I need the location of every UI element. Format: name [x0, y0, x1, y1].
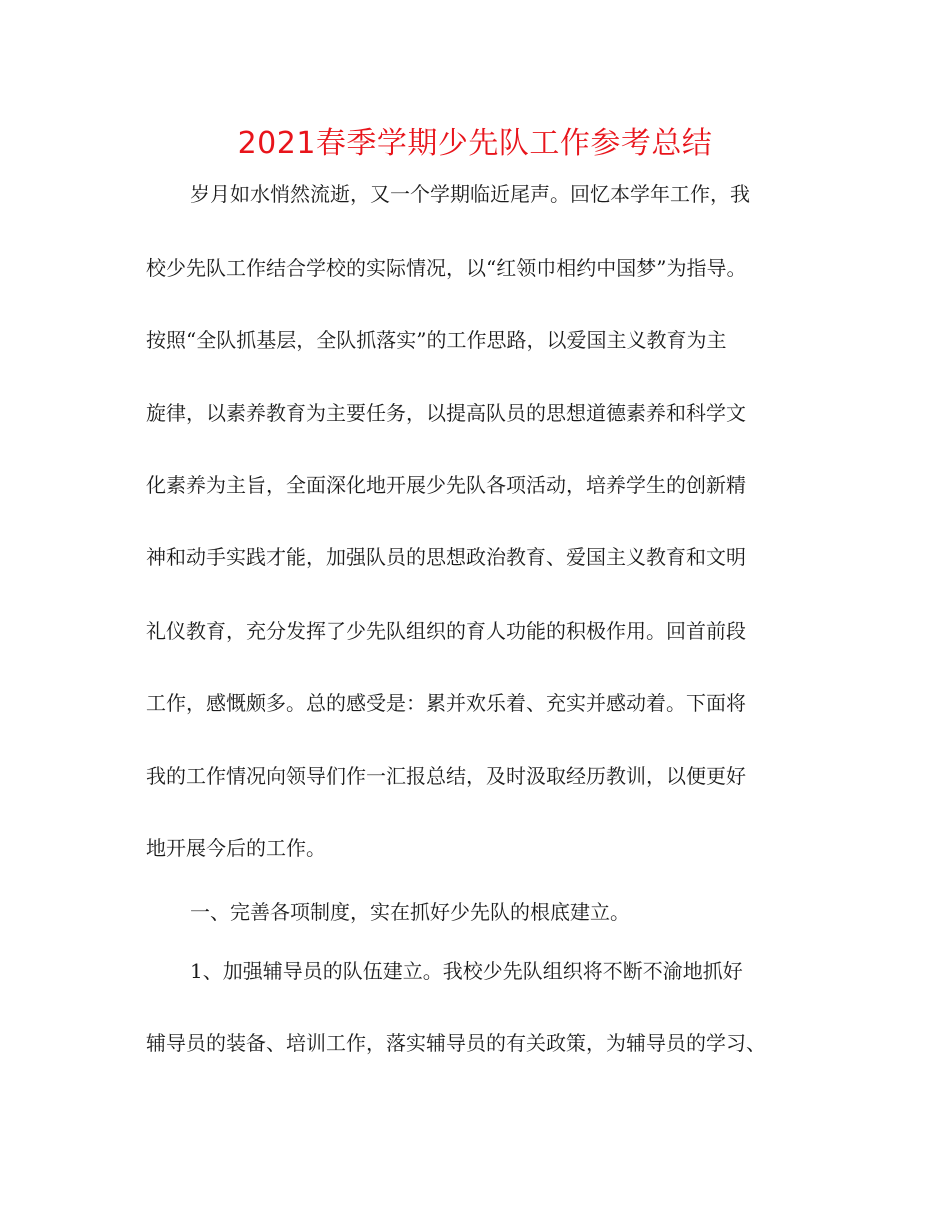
document-title: 2021春季学期少先队工作参考总结 [237, 126, 713, 161]
paragraph-line-5: 化素养为主旨，全面深化地开展少先队各项活动，培养学生的创新精 [146, 473, 746, 497]
paragraph-line-4: 旋律，以素养教育为主要任务，以提高队员的思想道德素养和科学文 [146, 401, 746, 425]
paragraph-line-6: 神和动手实践才能，加强队员的思想政治教育、爱国主义教育和文明 [146, 545, 746, 569]
paragraph-line-3: 按照“全队抓基层，全队抓落实”的工作思路，以爱国主义教育为主 [146, 328, 727, 352]
paragraph-line-12: 1、加强辅导员的队伍建立。我校少先队组织将不断不渝地抓好 [190, 959, 743, 983]
paragraph-line-8: 工作，感慨颇多。总的感受是：累并欢乐着、充实并感动着。下面将 [146, 691, 746, 715]
paragraph-line-2: 校少先队工作结合学校的实际情况，以“红领巾相约中国梦”为指导。 [146, 256, 747, 280]
paragraph-line-7: 礼仪教育，充分发挥了少先队组织的育人功能的积极作用。回首前段 [146, 619, 746, 643]
paragraph-line-1: 岁月如水悄然流逝，又一个学期临近尾声。回忆本学年工作，我 [190, 182, 750, 206]
section-heading-line: 一、完善各项制度，实在抓好少先队的根底建立。 [190, 900, 630, 924]
paragraph-line-13: 辅导员的装备、培训工作，落实辅导员的有关政策，为辅导员的学习、 [146, 1031, 766, 1055]
paragraph-line-10: 地开展今后的工作。 [146, 836, 326, 860]
paragraph-line-9: 我的工作情况向领导们作一汇报总结，及时汲取经历教训，以便更好 [146, 764, 746, 788]
